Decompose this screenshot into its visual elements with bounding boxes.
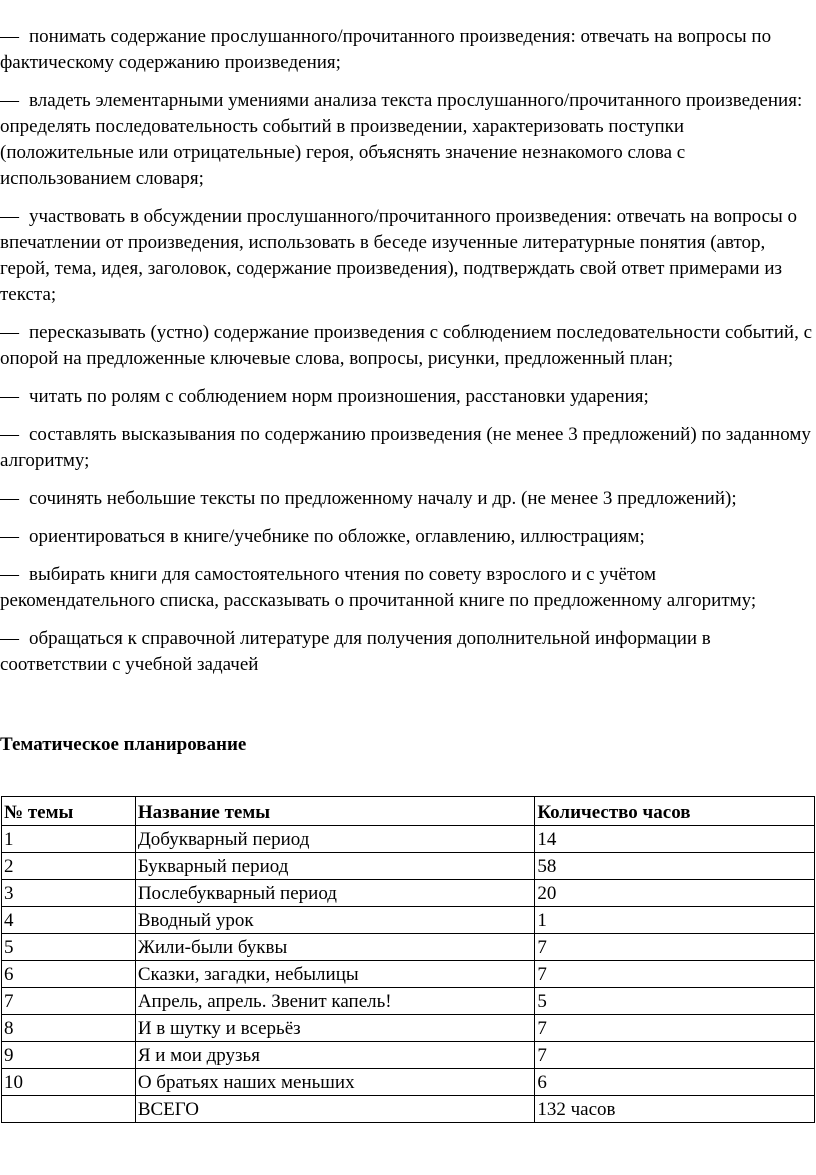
cell-hours: 7 [535, 961, 815, 988]
cell-title: Сказки, загадки, небылицы [135, 961, 535, 988]
dash-marker: — [0, 26, 19, 47]
table-row [2, 1015, 815, 1042]
cell-hours: 1 [535, 907, 815, 934]
table-row [2, 1096, 815, 1123]
paragraph-text: ориентироваться в книге/учебнике по обложке, оглавлению, иллюстрациям; [29, 526, 645, 547]
cell-title: И в шутку и всерьёз [135, 1015, 535, 1042]
paragraph-text: читать по ролям с соблюдением норм произношения, расстановки ударения; [29, 386, 649, 407]
cell-hours: 58 [535, 853, 815, 880]
cell-title: Вводный урок [135, 907, 535, 934]
cell-number: 8 [2, 1015, 136, 1042]
cell-number: 6 [2, 961, 136, 988]
cell-hours: 7 [535, 1042, 815, 1069]
dash-marker: — [0, 628, 19, 649]
cell-hours: 132 часов [535, 1096, 815, 1123]
paragraph-text: владеть элементарными умениями анализа текста прослушанного/прочитанного произведения: определять последовательность событий в произведении, характеризовать поступки (положительные или отрицательные) героя, объяснять значение незнакомого слова с использованием словаря; [0, 90, 803, 189]
table-row [2, 826, 815, 853]
cell-number: 2 [2, 853, 136, 880]
paragraph-text: пересказывать (устно) содержание произведения с соблюдением последовательности событий, с опорой на предложенные ключевые слова, вопросы, рисунки, предложенный план; [0, 322, 812, 369]
cell-hours: 20 [535, 880, 815, 907]
cell-hours: 7 [535, 1015, 815, 1042]
dash-marker: — [0, 564, 19, 585]
paragraph-text: сочинять небольшие тексты по предложенному началу и др. (не менее 3 предложений); [29, 488, 737, 509]
bullet-paragraph [0, 88, 816, 192]
paragraph-text: понимать содержание прослушанного/прочитанного произведения: отвечать на вопросы по фактическому содержанию произведения; [0, 26, 772, 73]
dash-marker: — [0, 424, 19, 445]
column-header-title: Название темы [135, 797, 535, 826]
dash-marker: — [0, 206, 19, 227]
table-body [2, 826, 815, 1123]
column-header-number: № темы [2, 797, 136, 826]
table-row [2, 961, 815, 988]
cell-number: 3 [2, 880, 136, 907]
cell-hours: 5 [535, 988, 815, 1015]
cell-hours: 6 [535, 1069, 815, 1096]
cell-title: Апрель, апрель. Звенит капель! [135, 988, 535, 1015]
bullet-paragraph [0, 384, 816, 410]
dash-marker: — [0, 526, 19, 547]
bullet-paragraph [0, 320, 816, 372]
cell-number: 9 [2, 1042, 136, 1069]
cell-title: Послебукварный период [135, 880, 535, 907]
dash-marker: — [0, 322, 19, 343]
bullet-paragraph [0, 562, 816, 614]
table-row [2, 1042, 815, 1069]
table-row [2, 1069, 815, 1096]
document-body [0, 24, 816, 690]
table-row [2, 853, 815, 880]
cell-title: ВСЕГО [135, 1096, 535, 1123]
cell-title: Букварный период [135, 853, 535, 880]
bullet-paragraph [0, 422, 816, 474]
thematic-plan-table [1, 796, 815, 1123]
cell-hours: 14 [535, 826, 815, 853]
bullet-paragraph [0, 626, 816, 678]
cell-title: О братьях наших меньших [135, 1069, 535, 1096]
table-header-row [2, 797, 815, 826]
cell-title: Жили-были буквы [135, 934, 535, 961]
paragraph-text: участвовать в обсуждении прослушанного/прочитанного произведения: отвечать на вопросы о впечатлении от произведения, использовать в беседе изученные литературные понятия (автор, герой, тема, идея, заголовок, содержание произведения), подтверждать свой ответ примерами из текста; [0, 206, 798, 305]
dash-marker: — [0, 386, 19, 407]
bullet-paragraph [0, 524, 816, 550]
table-row [2, 880, 815, 907]
table-row [2, 907, 815, 934]
cell-number: 10 [2, 1069, 136, 1096]
table-row [2, 934, 815, 961]
dash-marker: — [0, 90, 19, 111]
cell-title: Добукварный период [135, 826, 535, 853]
section-title: Тематическое планирование [0, 734, 247, 755]
column-header-hours: Количество часов [535, 797, 815, 826]
paragraph-text: составлять высказывания по содержанию произведения (не менее 3 предложений) по заданному алгоритму; [0, 424, 811, 471]
bullet-paragraph [0, 24, 816, 76]
bullet-paragraph [0, 204, 816, 308]
paragraph-text: обращаться к справочной литературе для получения дополнительной информации в соответствии с учебной задачей [0, 628, 711, 675]
table-row [2, 988, 815, 1015]
cell-number: 7 [2, 988, 136, 1015]
cell-number [2, 1096, 136, 1123]
bullet-paragraph [0, 486, 816, 512]
cell-number: 5 [2, 934, 136, 961]
paragraph-text: выбирать книги для самостоятельного чтения по совету взрослого и с учётом рекомендательного списка, рассказывать о прочитанной книге по предложенному алгоритму; [0, 564, 757, 611]
dash-marker: — [0, 488, 19, 509]
cell-number: 1 [2, 826, 136, 853]
cell-title: Я и мои друзья [135, 1042, 535, 1069]
cell-number: 4 [2, 907, 136, 934]
cell-hours: 7 [535, 934, 815, 961]
